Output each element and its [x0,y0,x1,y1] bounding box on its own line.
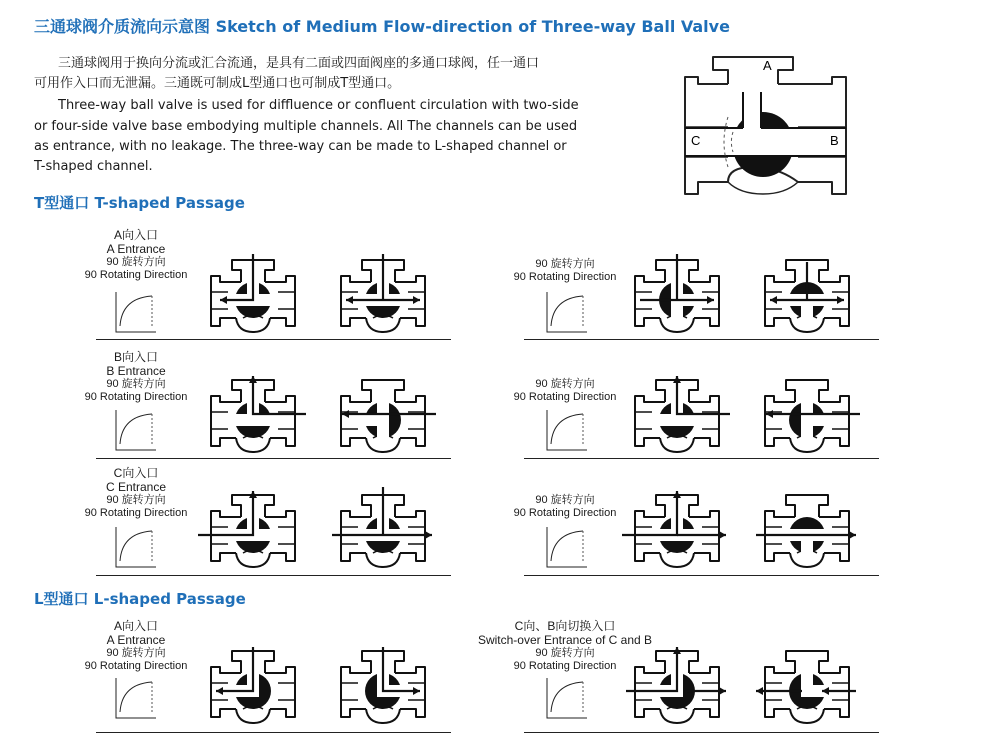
valve-flow-diagram [622,252,732,340]
row-divider [96,732,451,733]
valve-flow-diagram [622,487,732,575]
valve-flow-diagram [752,643,862,731]
intro-en-line-4: T-shaped channel. [34,159,153,174]
rotation-90-icon [543,408,591,454]
t-row2-right-label: 90 旋转方向 90 Rotating Direction [513,378,617,403]
l-right-label: C向、B向切换入口 Switch-over Entrance of C and B 90 旋转方向 90 Rotating Direction [477,619,653,672]
t-row3-left-label: C向入口 C Entrance 90 旋转方向 90 Rotating Direction [84,466,188,519]
row-divider [524,732,879,733]
rotation-90-icon [543,525,591,571]
port-a-label: A [763,58,772,73]
valve-flow-diagram [622,643,732,731]
port-b-label: B [830,133,839,148]
t-row1-left-label: A向入口 A Entrance 90 旋转方向 90 Rotating Direction [84,228,188,281]
valve-flow-diagram [752,487,862,575]
l-section-title: L型通口 L-shaped Passage [34,590,246,608]
intro-en-line-1: Three-way ball valve is used for diffluence or confluent circulation with two-side [58,98,579,113]
valve-flow-diagram [198,252,308,340]
valve-flow-diagram [198,643,308,731]
valve-flow-diagram [752,372,862,460]
valve-flow-diagram [328,487,438,575]
row-divider [96,575,451,576]
valve-flow-diagram [328,643,438,731]
valve-flow-diagram [622,372,732,460]
valve-flow-diagram [198,487,308,575]
valve-flow-diagram [328,252,438,340]
t-row3-right-label: 90 旋转方向 90 Rotating Direction [513,494,617,519]
valve-flow-diagram [198,372,308,460]
valve-flow-diagram [328,372,438,460]
rotation-90-icon [112,290,160,336]
rotation-90-icon [543,676,591,722]
t-section-title: T型通口 T-shaped Passage [34,194,245,212]
port-c-label: C [691,133,701,148]
row-divider [524,575,879,576]
t-row2-left-label: B向入口 B Entrance 90 旋转方向 90 Rotating Direction [84,350,188,403]
intro-cn-line-2: 可用作入口而无泄漏。三通既可制成L型通口也可制成T型通口。 [34,76,401,91]
l-left-label: A向入口 A Entrance 90 旋转方向 90 Rotating Direction [84,619,188,672]
t-row1-right-label: 90 旋转方向 90 Rotating Direction [513,258,617,283]
intro-en-line-3: as entrance, with no leakage. The three-way can be made to L-shaped channel or [34,139,567,154]
rotation-90-icon [543,290,591,336]
three-way-valve-sketch [680,52,865,200]
page-title: 三通球阀介质流向示意图 Sketch of Medium Flow-direction of Three-way Ball Valve [34,17,730,36]
rotation-90-icon [112,525,160,571]
rotation-90-icon [112,676,160,722]
intro-en-line-2: or four-side valve base embodying multiple channels. All The channels can be used [34,119,578,134]
valve-flow-diagram [752,252,862,340]
rotation-90-icon [112,408,160,454]
intro-cn-line-1: 三通球阀用于换向分流或汇合流通，是具有二面或四面阀座的多通口球阀，任一通口 [58,56,540,71]
